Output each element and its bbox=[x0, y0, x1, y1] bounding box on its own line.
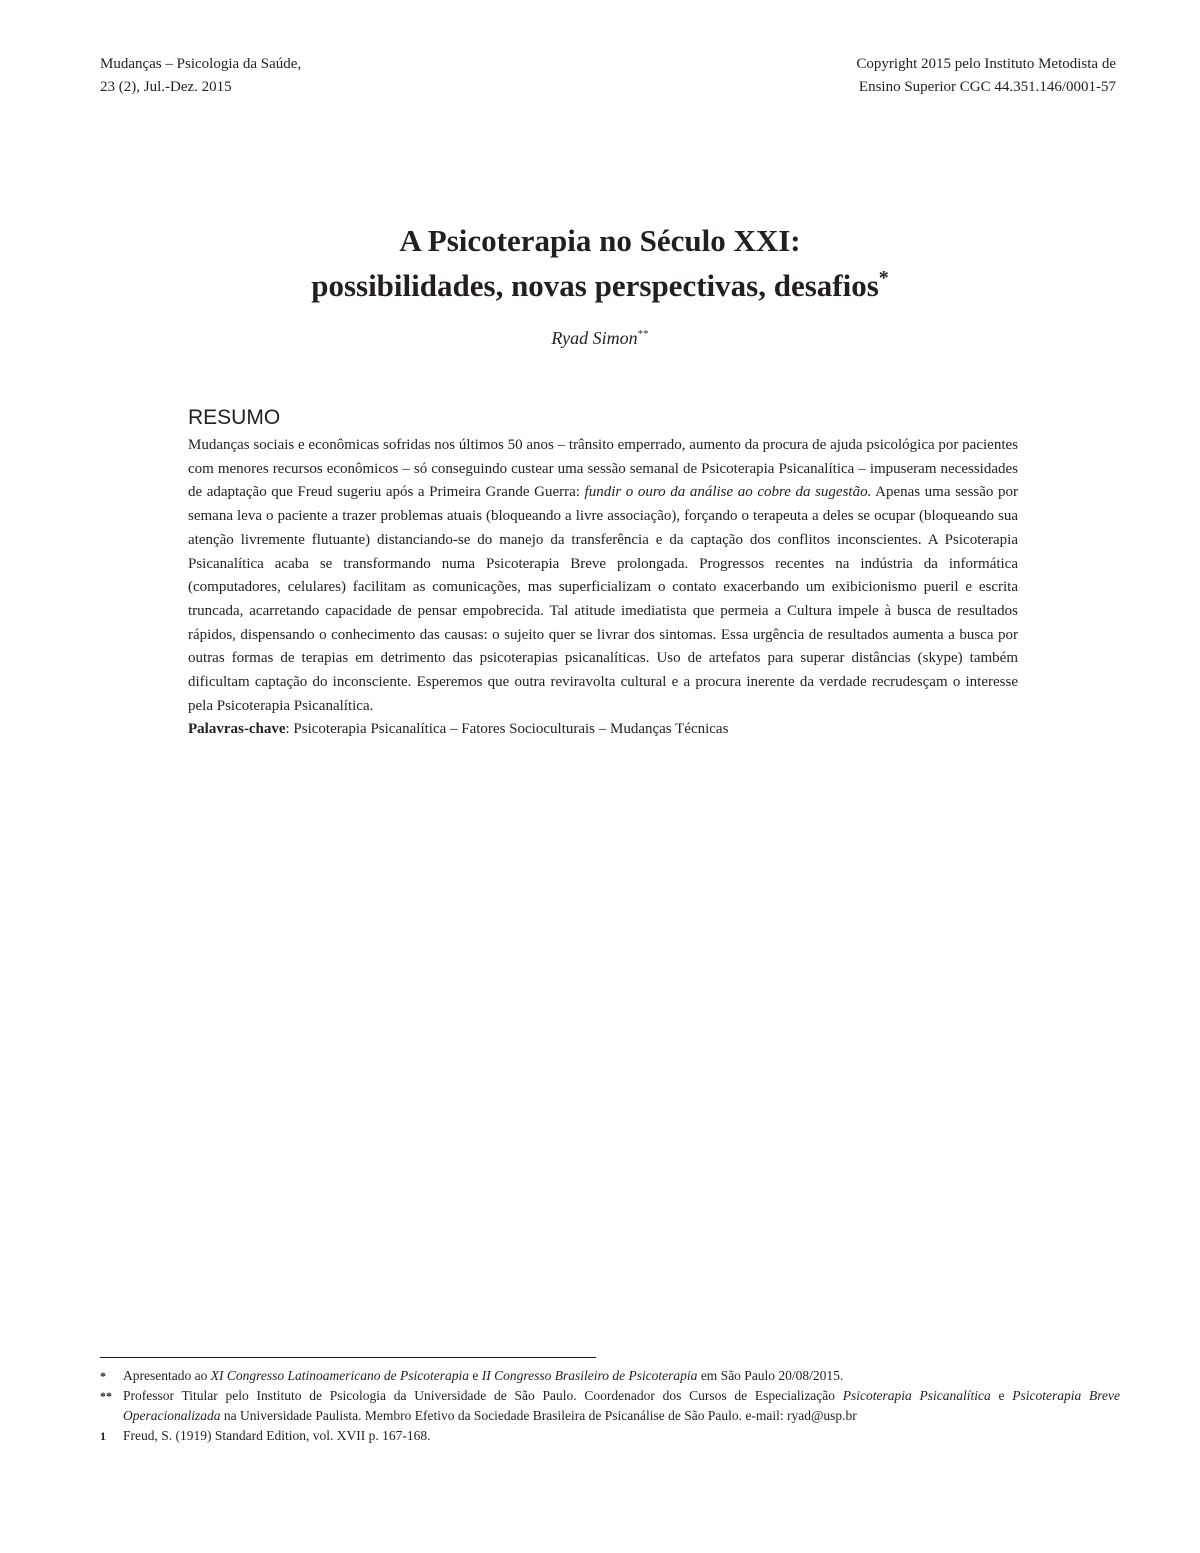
footnote-italic: II Congresso Brasileiro de Psicoterapia bbox=[481, 1368, 698, 1383]
footnote-italic: XI Congresso Latinoamericano de Psicoterapia bbox=[210, 1368, 469, 1383]
title-line-2 bbox=[0, 263, 1200, 308]
footnote-divider bbox=[100, 1357, 596, 1358]
journal-citation bbox=[100, 53, 520, 99]
footnote-italic: Psicoterapia Breve Operacionalizada bbox=[123, 1388, 1120, 1423]
copyright-notice bbox=[676, 53, 1116, 99]
footnote-marker: * bbox=[100, 1369, 106, 1383]
paper-title bbox=[0, 218, 1200, 308]
footnotes bbox=[100, 1366, 1120, 1446]
footnote-italic: Psicoterapia Psicanalítica bbox=[842, 1388, 991, 1403]
footnote-text: Freud, S. (1919) Standard Edition, vol. XVII p. 167-168. bbox=[123, 1428, 431, 1443]
footnote-item bbox=[100, 1426, 1120, 1446]
footnote-marker: ** bbox=[100, 1389, 112, 1403]
abstract-text-part-2: Apenas uma sessão por semana leva o paciente a trazer problemas atuais (bloqueando a livre associação), forçando o terapeuta a deles se ocupar (bloqueando sua atenção livremente flutuante) distanciando-se do manejo da transferência e da captação dos conflitos inconscientes. A Psicoterapia Psicanalítica acaba se transformando numa Psicoterapia Breve prolongada. Progressos recentes na indústria da informática (computadores, celulares) facilitam as comunicações, mas superficializam o contato exacerbando um exibicionismo pueril e escrita truncada, acarretando capacidade de pensar empobrecida. Tal atitude imediatista que permeia a Cultura impele à busca de resultados rápidos, dispensando o conhecimento das causas: o sujeito quer se livrar dos sintomas. Essa urgência de resultados aumenta a busca por outras formas de terapias em detrimento das psicoterapias psicanalíticas. Uso de artefatos para superar distâncias (skype) também dificultam captação do inconsciente. Esperemos que outra reviravolta cultural e a procura inerente da verdade recrudesçam o interesse pela Psicoterapia Psicanalítica. bbox=[188, 484, 1018, 714]
abstract-italic-quote: fundir o ouro da análise ao cobre da sugestão. bbox=[584, 484, 872, 501]
abstract-text-part-1: Mudanças sociais e econômicas sofridas nos últimos 50 anos – trânsito emperrado, aumento da procura de ajuda psicológica por pacientes com menores recursos econômicos – só conseguindo custear uma sessão semanal de Psicoterapia Psicanalítica – impuseram necessidades de adaptação que Freud sugeriu após a Primeira Grande Guerra: bbox=[188, 437, 1018, 501]
abstract-heading: RESUMO bbox=[188, 406, 281, 429]
keywords-list: : Psicoterapia Psicanalítica – Fatores Socioculturais – Mudanças Técnicas bbox=[285, 721, 729, 738]
author bbox=[0, 328, 1200, 349]
footnote-text: Apresentado ao bbox=[123, 1368, 211, 1383]
footnote-text: e bbox=[990, 1388, 1013, 1403]
keywords bbox=[188, 718, 1018, 742]
footnote-marker: 1 bbox=[100, 1429, 106, 1443]
keywords-label: Palavras-chave bbox=[188, 721, 286, 738]
footnote-text: na Universidade Paulista. Membro Efetivo da Sociedade Brasileira de Psicanálise de São Paulo. e-mail: ryad@usp.br bbox=[220, 1408, 857, 1423]
footnote-item bbox=[100, 1366, 1120, 1386]
footnote-item bbox=[100, 1386, 1120, 1426]
journal-name: Mudanças – Psicologia da Saúde, bbox=[100, 56, 302, 72]
abstract-section bbox=[188, 404, 1018, 742]
abstract-body bbox=[188, 434, 1018, 718]
journal-issue: 23 (2), Jul.-Dez. 2015 bbox=[100, 79, 232, 95]
author-footnote-marker[interactable]: ** bbox=[637, 328, 649, 340]
title-footnote-marker[interactable]: * bbox=[878, 267, 889, 289]
author-name: Ryad Simon bbox=[551, 328, 638, 348]
copyright-line-1: Copyright 2015 pelo Instituto Metodista de bbox=[856, 56, 1116, 72]
footnote-text: Professor Titular pelo Instituto de Psicologia da Universidade de São Paulo. Coordenador dos Cursos de Especialização bbox=[123, 1388, 843, 1403]
footnote-text: em São Paulo 20/08/2015. bbox=[697, 1368, 844, 1383]
title-line-2-text: possibilidades, novas perspectivas, desafios bbox=[311, 268, 879, 303]
title-line-1: A Psicoterapia no Século XXI: bbox=[399, 223, 801, 258]
copyright-line-2: Ensino Superior CGC 44.351.146/0001-57 bbox=[858, 79, 1116, 95]
footnote-text: e bbox=[468, 1368, 482, 1383]
